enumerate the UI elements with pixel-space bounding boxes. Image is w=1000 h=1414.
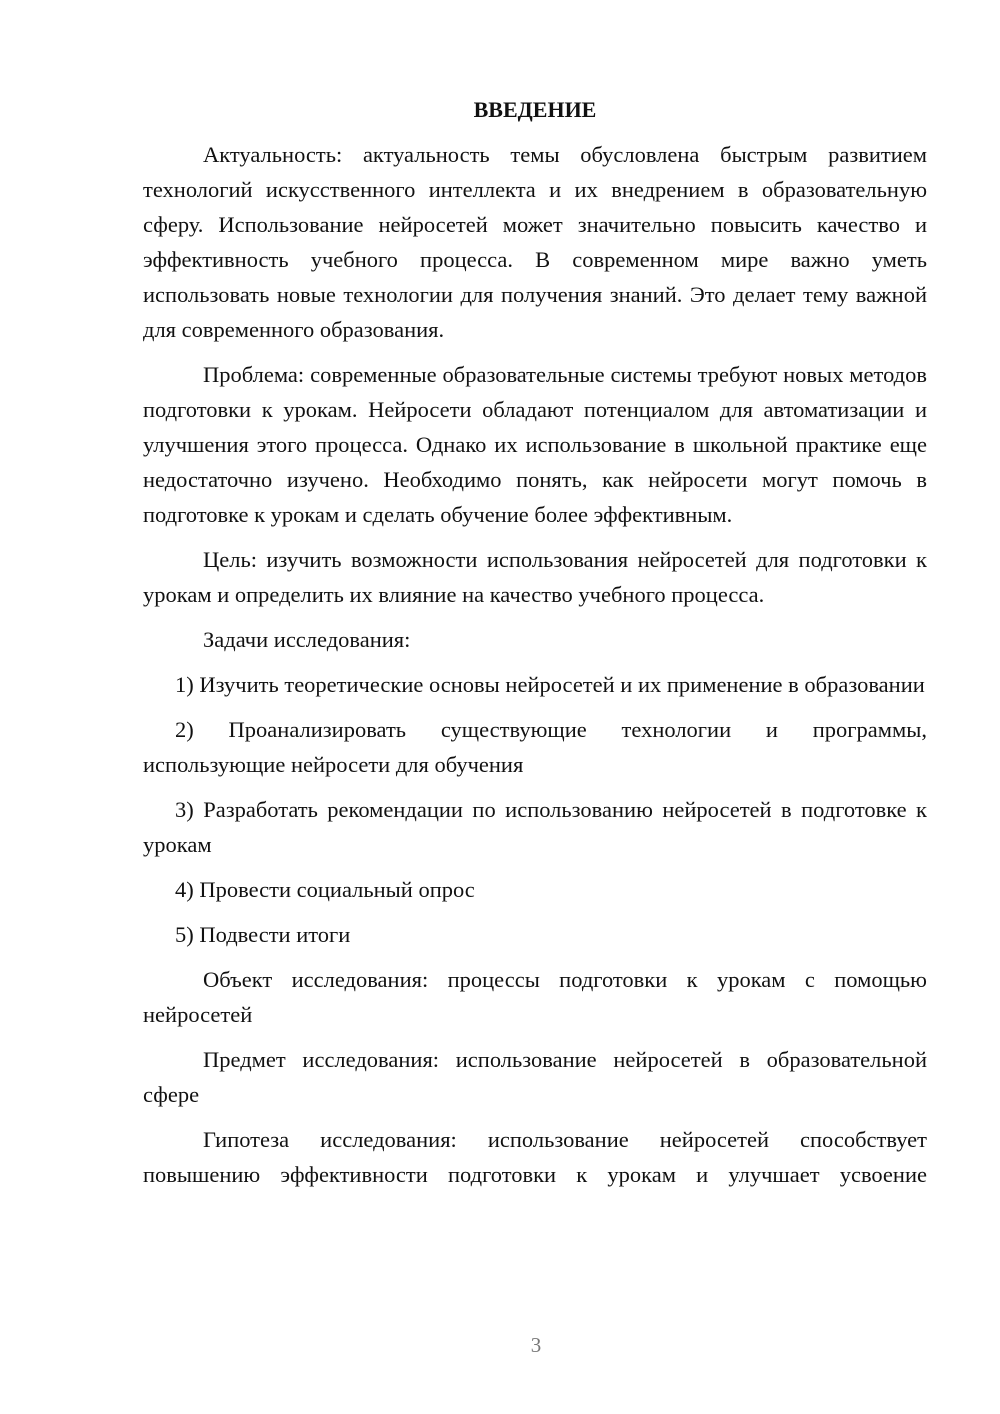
section-title: ВВЕДЕНИЕ xyxy=(473,97,597,122)
page-number: 3 xyxy=(530,1333,542,1357)
goal-paragraph: Цель: изучить возможности использования нейросетей для подготовки к урокам и определить их влияние на качество учебного процесса. xyxy=(143,547,927,607)
task-item-4: 4) Провести социальный опрос xyxy=(175,877,475,902)
document-page xyxy=(143,92,927,1202)
relevance-paragraph: Актуальность: актуальность темы обусловлена быстрым развитием технологий искусственного интеллекта и их внедрением в образовательную сферу. Использование нейросетей может значительно повысить качество и эффективность учебного процесса. В современном мире важно уметь использовать новые технологии для получения знаний. Это делает тему важной для современного образования. xyxy=(143,142,927,342)
subject-paragraph: Предмет исследования: использование нейросетей в образовательной сфере xyxy=(143,1047,927,1107)
tasks-heading: Задачи исследования: xyxy=(203,627,411,652)
problem-paragraph: Проблема: современные образовательные системы требуют новых методов подготовки к урокам. Нейросети обладают потенциалом для автоматизации и улучшения этого процесса. Однако их использование в школьной практике еще недостаточно изучено. Необходимо понять, как нейросети могут помочь в подготовке к урокам и сделать обучение более эффективным. xyxy=(143,362,927,527)
hypothesis-paragraph: Гипотеза исследования: использование нейросетей способствует повышению эффективности подготовки к урокам и улучшает усвоение xyxy=(143,1127,927,1187)
task-item-1: 1) Изучить теоретические основы нейросетей и их применение в образовании xyxy=(175,672,925,697)
task-item-3: 3) Разработать рекомендации по использованию нейросетей в подготовке к урокам xyxy=(143,797,927,857)
task-item-2: 2) Проанализировать существующие технологии и программы, использующие нейросети для обучения xyxy=(143,717,927,777)
object-paragraph: Объект исследования: процессы подготовки к урокам с помощью нейросетей xyxy=(143,967,927,1027)
task-item-5: 5) Подвести итоги xyxy=(175,922,351,947)
